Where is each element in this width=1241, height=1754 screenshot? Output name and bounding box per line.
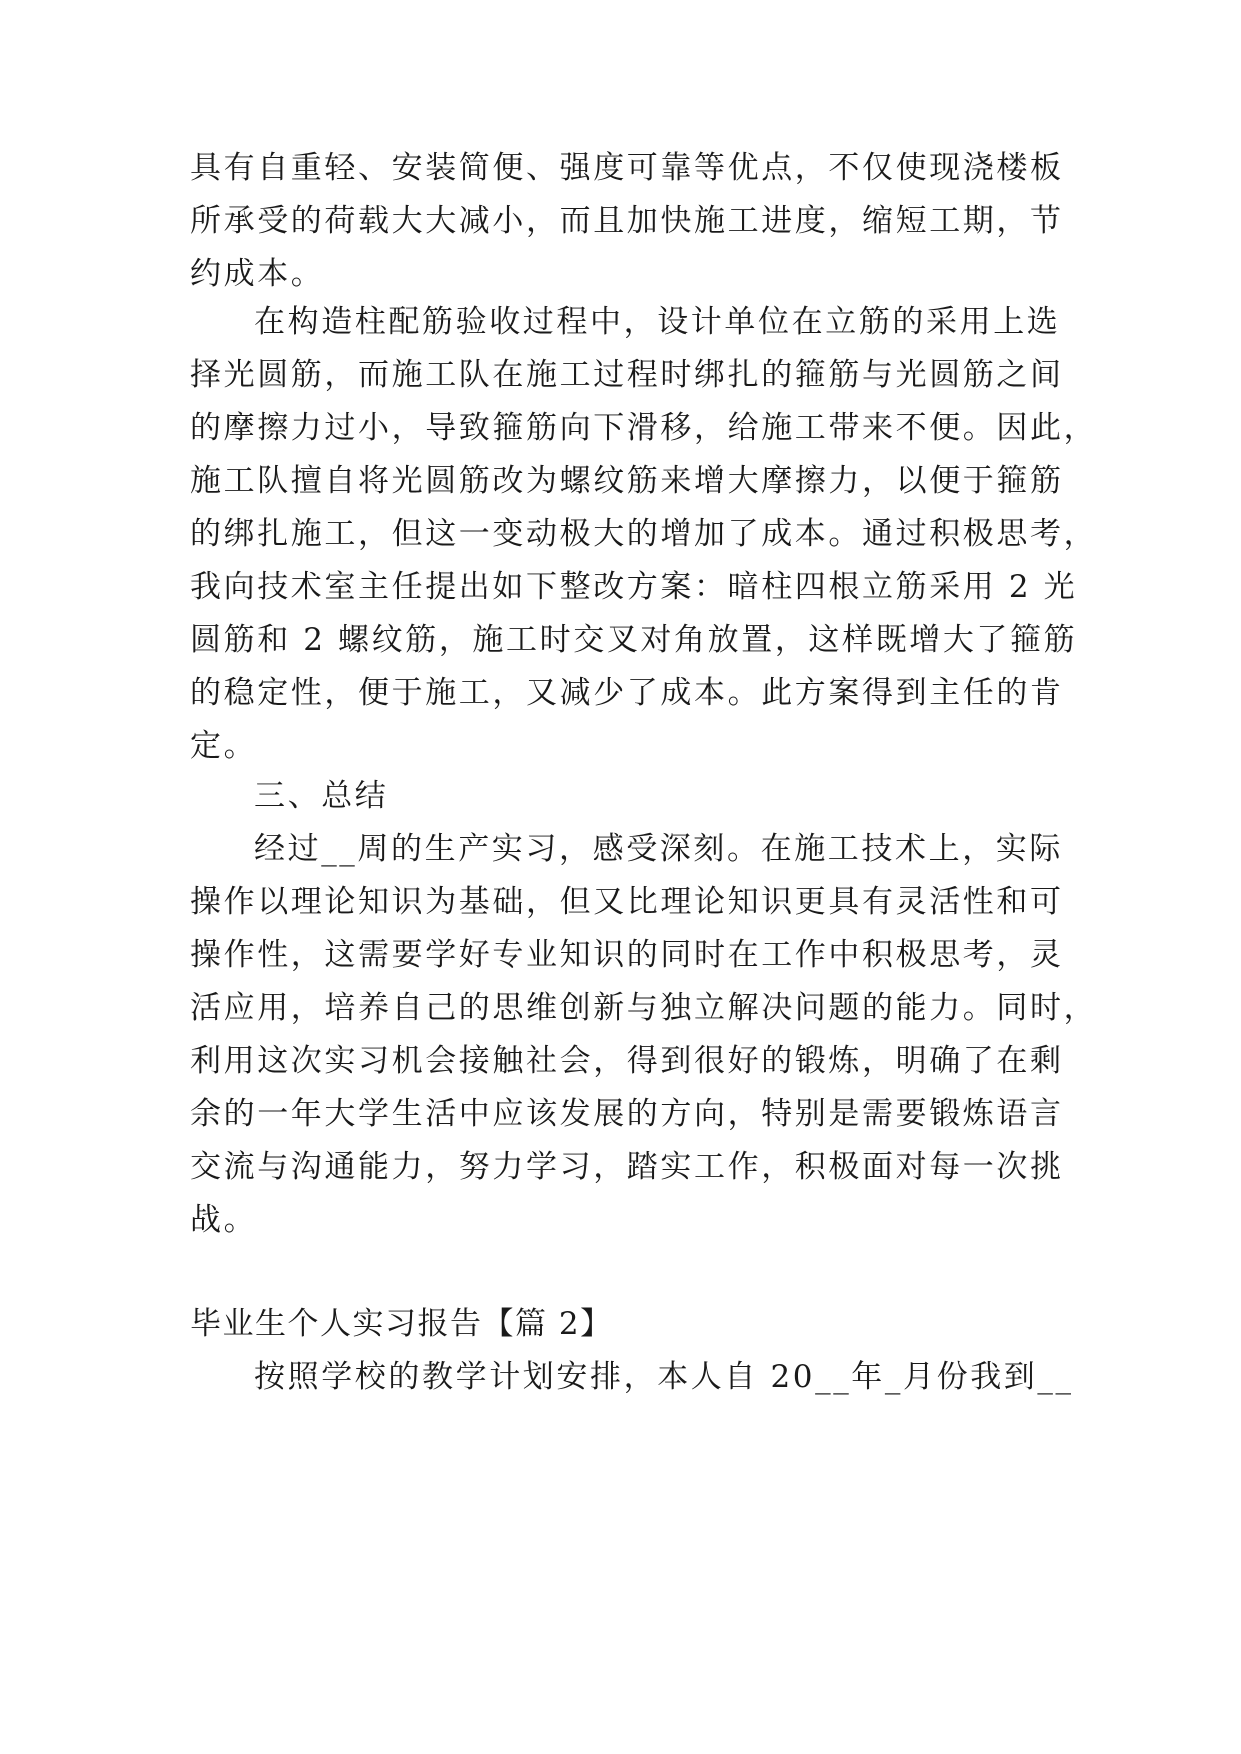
text-line: 操作性，这需要学好专业知识的同时在工作中积极思考，灵 [190, 937, 1064, 973]
text-line: 操作以理论知识为基础，但又比理论知识更具有灵活性和可 [190, 884, 1064, 920]
text-line: 活应用，培养自己的思维创新与独立解决问题的能力。同时， [190, 990, 1098, 1026]
text-line: 择光圆筋，而施工队在施工过程时绑扎的箍筋与光圆筋之间 [190, 357, 1064, 393]
text-line: 的绑扎施工，但这一变动极大的增加了成本。通过积极思考， [190, 516, 1098, 552]
text-line: 我向技术室主任提出如下整改方案：暗柱四根立筋采用 2 光 [190, 569, 1078, 605]
text-line: 余的一年大学生活中应该发展的方向，特别是需要锻炼语言 [190, 1096, 1064, 1132]
text-line: 的稳定性，便于施工，又减少了成本。此方案得到主任的肯 [190, 675, 1064, 711]
section-heading: 三、总结 [254, 778, 389, 814]
text-line: 按照学校的教学计划安排，本人自 20__年_月份我到__ [254, 1359, 1074, 1395]
text-line: 战。 [190, 1202, 258, 1238]
text-line: 经过__周的生产实习，感受深刻。在施工技术上，实际 [254, 831, 1063, 867]
text-line: 圆筋和 2 螺纹筋，施工时交叉对角放置，这样既增大了箍筋 [190, 622, 1078, 658]
text-line: 交流与沟通能力，努力学习，踏实工作，积极面对每一次挑 [190, 1149, 1064, 1185]
text-line: 具有自重轻、安装简便、强度可靠等优点，不仅使现浇楼板 [190, 150, 1064, 186]
text-line: 所承受的荷载大大减小，而且加快施工进度，缩短工期，节 [190, 203, 1064, 239]
text-line: 利用这次实习机会接触社会，得到很好的锻炼，明确了在剩 [190, 1043, 1064, 1079]
text-line: 约成本。 [190, 256, 325, 292]
text-line: 定。 [190, 728, 258, 764]
text-line: 施工队擅自将光圆筋改为螺纹筋来增大摩擦力，以便于箍筋 [190, 463, 1064, 499]
text-line: 的摩擦力过小，导致箍筋向下滑移，给施工带来不便。因此， [190, 410, 1098, 446]
article-title: 毕业生个人实习报告【篇 2】 [190, 1306, 613, 1342]
text-line: 在构造柱配筋验收过程中，设计单位在立筋的采用上选 [254, 304, 1061, 340]
